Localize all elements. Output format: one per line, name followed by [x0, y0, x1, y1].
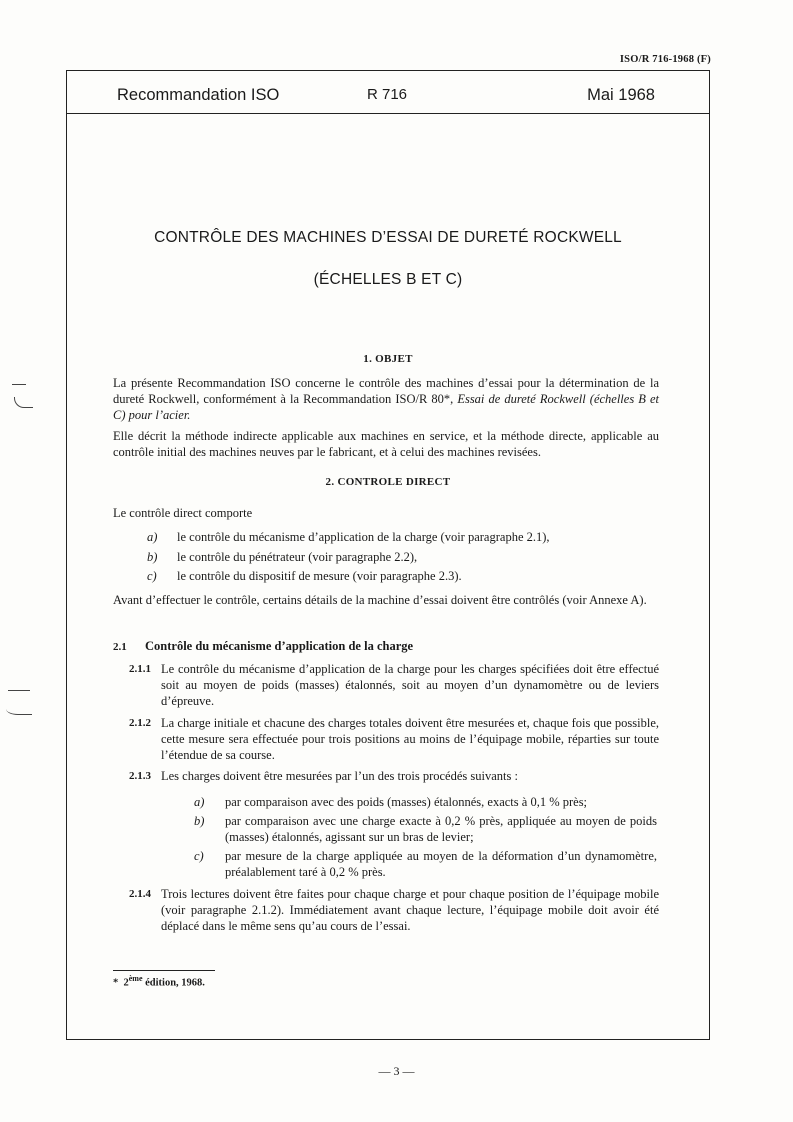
- paragraph-number: 2.1.2: [129, 717, 151, 729]
- list-letter: a): [194, 795, 205, 809]
- section-1-paragraph-1-text: La présente Recommandation ISO concerne le contrôle des machines d’essai pour la détermination de la dureté Rockwell, conformément à la Recommandation ISO/R 80*,: [113, 376, 659, 406]
- paragraph-number: 2.1.3: [129, 770, 151, 782]
- section-2-before-paragraph: Avant d’effectuer le contrôle, certains détails de la machine d’essai doivent être contrôlés (voir Annexe A).: [113, 593, 647, 607]
- paragraph-2-1-3: Les charges doivent être mesurées par l’un des trois procédés suivants :: [161, 769, 518, 783]
- list-item: par mesure de la charge appliquée au moyen de la déformation d’un dynamomètre, préalablement taré à 0,2 % près.: [225, 849, 657, 879]
- subsection-heading: Contrôle du mécanisme d’application de la charge: [145, 639, 414, 653]
- list-letter: b): [147, 550, 158, 564]
- list-item: par comparaison avec une charge exacte à 0,2 % près, appliquée au moyen de poids (masses) étalonnés, agissant sur un bras de levier;: [225, 814, 657, 844]
- scan-margin-mark: [14, 397, 33, 408]
- document-reference: ISO/R 716-1968 (F): [619, 54, 711, 65]
- header-recommendation: Recommandation ISO: [117, 86, 280, 104]
- footnote-edition: 2: [123, 977, 129, 989]
- list-item: le contrôle du dispositif de mesure (voir paragraphe 2.3).: [177, 569, 462, 583]
- section-1-paragraph-1-title: Essai de dureté Rockwell (échelles B et C) pour l’acier.: [113, 392, 659, 422]
- section-1-paragraph-2: Elle décrit la méthode indirecte applicable aux machines en service, et la méthode directe, applicable au contrôle initial des machines neuves par le fabricant, et à celui des machines revisées.: [113, 429, 659, 459]
- section-1-heading: 1. OBJET: [363, 353, 413, 365]
- footnote: [113, 974, 205, 989]
- section-1-paragraph-1: [113, 375, 659, 423]
- page-number: — 3 —: [378, 1064, 415, 1078]
- paragraph-2-1-2: La charge initiale et chacune des charges totales doivent être mesurées et, chaque fois que possible, cette mesure sera effectuée pour trois positions au moins de l’équipage mobile, réparties sur toute l’étendue de sa course.: [161, 716, 659, 762]
- section-2-intro: Le contrôle direct comporte: [113, 506, 253, 520]
- paragraph-number: 2.1.4: [129, 888, 151, 900]
- section-2-heading: 2. CONTROLE DIRECT: [325, 476, 451, 488]
- document-subtitle: (ÉCHELLES B ET C): [313, 271, 463, 288]
- list-letter: c): [194, 849, 204, 863]
- footnote-text: édition, 1968.: [142, 977, 205, 989]
- scan-margin-mark: [8, 690, 30, 691]
- subsection-number: 2.1: [113, 641, 127, 653]
- header-date: Mai 1968: [587, 86, 655, 104]
- page-frame: [66, 70, 710, 1040]
- scan-margin-mark: [12, 384, 26, 385]
- list-item: par comparaison avec des poids (masses) étalonnés, exacts à 0,1 % près;: [225, 795, 588, 809]
- document-title: CONTRÔLE DES MACHINES D’ESSAI DE DURETÉ ROCKWELL: [154, 229, 622, 246]
- header-number: R 716: [367, 86, 408, 103]
- paragraph-number: 2.1.1: [129, 663, 151, 675]
- frame-header: [67, 71, 709, 114]
- list-item: le contrôle du mécanisme d’application de la charge (voir paragraphe 2.1),: [177, 530, 550, 544]
- list-item: le contrôle du pénétrateur (voir paragraphe 2.2),: [177, 550, 418, 564]
- footnote-superscript: ème: [128, 974, 143, 983]
- list-letter: c): [147, 569, 157, 583]
- list-letter: a): [147, 530, 158, 544]
- footnote-marker: *: [113, 977, 119, 989]
- paragraph-2-1-4: Trois lectures doivent être faites pour chaque charge et pour chaque position de l’équipage mobile (voir paragraphe 2.1.2). Immédiatement avant chaque lecture, l’équipage mobile doit avoir été déplacé dans le même sens qu’au cours de l’essai.: [161, 887, 659, 933]
- scan-margin-mark: [6, 702, 32, 715]
- list-letter: b): [194, 814, 205, 828]
- footnote-rule: [113, 970, 215, 971]
- paragraph-2-1-1: Le contrôle du mécanisme d’application de la charge pour les charges spécifiées doit être effectué soit au moyen de poids (masses) étalonnés, soit au moyen d’un dynamomètre ou de leviers d’épreuve.: [161, 662, 659, 708]
